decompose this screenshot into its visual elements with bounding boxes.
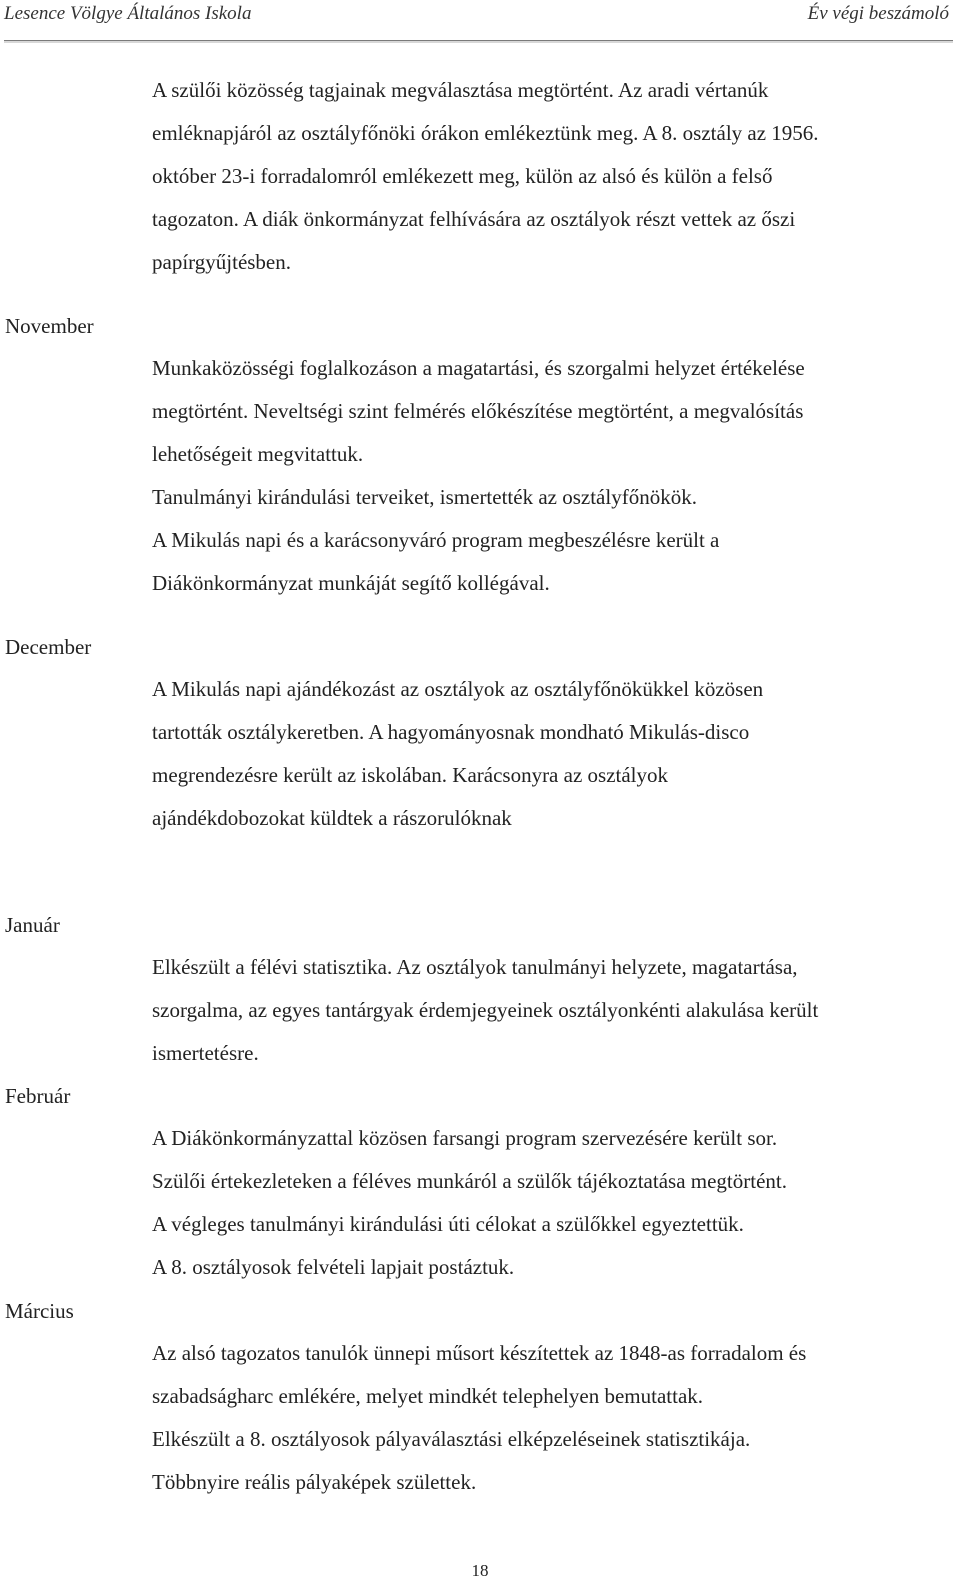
text-line: Elkészült a félévi statisztika. Az osztályok tanulmányi helyzete, magatartása,: [152, 955, 798, 979]
text-line: szabadságharc emlékére, melyet mindkét telephelyen bemutattak.: [152, 1384, 704, 1408]
text-line: ismertetésre.: [152, 1041, 259, 1065]
text-line: emléknapjáról az osztályfőnöki órákon emlékeztünk meg. A 8. osztály az 1956.: [152, 121, 819, 145]
februar-paragraph: [152, 1117, 952, 1289]
text-line: Munkaközösségi foglalkozáson a magatartási, és szorgalmi helyzet értékelése: [152, 356, 805, 380]
text-line: megrendezésre került az iskolában. Karácsonyra az osztályok: [152, 763, 669, 787]
month-label-januar: Január: [5, 913, 60, 937]
text-line: Tanulmányi kirándulási terveiket, ismertették az osztályfőnökök.: [152, 485, 697, 509]
marcius-paragraph: [152, 1332, 952, 1504]
month-label-marcius: Március: [5, 1299, 74, 1323]
text-line: Többnyire reális pályaképek születtek.: [152, 1470, 477, 1494]
month-label-februar: Február: [5, 1084, 71, 1108]
header-report-title: Év végi beszámoló: [807, 3, 949, 24]
text-line: október 23-i forradalomról emlékezett meg, külön az alsó és külön a felső: [152, 164, 773, 188]
januar-paragraph: [152, 946, 952, 1075]
text-line: tartották osztálykeretben. A hagyományosnak mondható Mikulás-disco: [152, 720, 750, 744]
text-line: Szülői értekezleteken a féléves munkáról a szülők tájékoztatása megtörtént.: [152, 1169, 787, 1193]
text-line: A szülői közösség tagjainak megválasztása megtörtént. Az aradi vértanúk: [152, 78, 769, 102]
header-school-name: Lesence Völgye Általános Iskola: [4, 3, 252, 24]
text-line: szorgalma, az egyes tantárgyak érdemjegyeinek osztályonkénti alakulása került: [152, 998, 819, 1022]
text-line: lehetőségeit megvitattuk.: [152, 442, 364, 466]
text-line: A Diákönkormányzattal közösen farsangi program szervezésére került sor.: [152, 1126, 778, 1150]
text-line: tagozaton. A diák önkormányzat felhívására az osztályok részt vettek az őszi: [152, 207, 796, 231]
text-line: megtörtént. Neveltségi szint felmérés előkészítése megtörtént, a megvalósítás: [152, 399, 804, 423]
text-line: A Mikulás napi és a karácsonyváró program megbeszélésre került a: [152, 528, 720, 552]
november-paragraph: [152, 347, 952, 605]
text-line: ajándékdobozokat küldtek a rászorulóknak: [152, 806, 512, 830]
intro-paragraph: [152, 69, 952, 284]
text-line: Elkészült a 8. osztályosok pályaválasztási elképzeléseinek statisztikája.: [152, 1427, 751, 1451]
text-line: Diákönkormányzat munkáját segítő kollégával.: [152, 571, 550, 595]
december-paragraph: [152, 668, 952, 840]
text-line: A végleges tanulmányi kirándulási úti célokat a szülőkkel egyeztettük.: [152, 1212, 744, 1236]
text-line: A 8. osztályosok felvételi lapjait postáztuk.: [152, 1255, 515, 1279]
text-line: A Mikulás napi ajándékozást az osztályok az osztályfőnökükkel közösen: [152, 677, 764, 701]
month-label-november: November: [5, 314, 94, 338]
text-line: Az alsó tagozatos tanulók ünnepi műsort készítettek az 1848-as forradalom és: [152, 1341, 807, 1365]
page-header: [4, 0, 953, 41]
text-line: papírgyűjtésben.: [152, 250, 292, 274]
page-number: 18: [471, 1561, 489, 1580]
month-label-december: December: [5, 635, 92, 659]
